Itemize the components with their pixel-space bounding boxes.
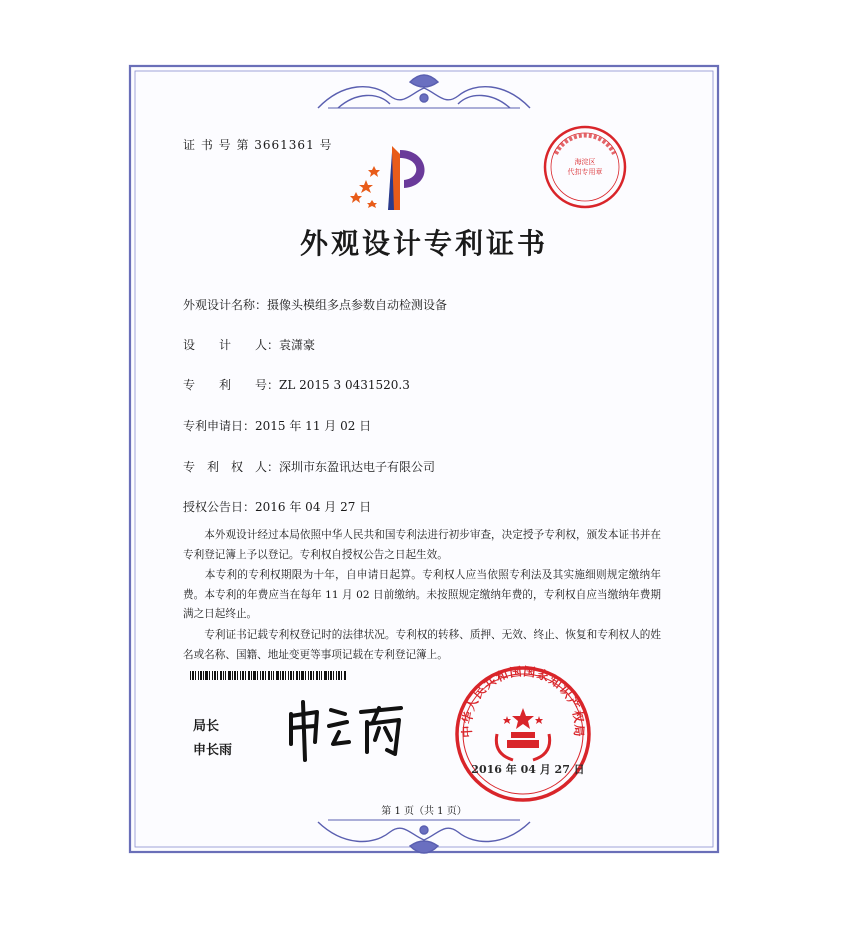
patentee-label: 专 利 权 人：	[183, 460, 280, 474]
designer-value: 袁潇豪	[279, 338, 316, 352]
national-ip-office-seal	[453, 664, 593, 804]
designer-label: 设 计 人：	[183, 338, 280, 352]
patent-number-value: ZL 2015 3 0431520.3	[279, 378, 410, 392]
application-date-label: 专利申请日：	[183, 419, 256, 433]
grant-date-row	[183, 498, 371, 515]
patent-number-row	[183, 376, 410, 393]
application-date-row	[183, 417, 371, 434]
director-title: 局长	[193, 719, 220, 734]
patentee-value: 深圳市东盈讯达电子有限公司	[279, 460, 436, 474]
certificate-number: 证 书 号 第 3661361 号	[183, 138, 333, 152]
svg-text:海淀区: 海淀区	[574, 158, 596, 166]
svg-text:代扣专用章: 代扣专用章	[567, 168, 603, 176]
design-name-value: 摄像头模组多点参数自动检测设备	[267, 298, 448, 312]
designer-row	[183, 336, 315, 353]
tax-office-seal	[542, 124, 628, 210]
grant-date-value: 2016 年 04 月 27 日	[255, 500, 372, 514]
design-name-row	[183, 296, 447, 313]
bottom-ornament	[318, 820, 530, 853]
certificate-title: 外观设计专利证书	[299, 227, 548, 260]
paragraph-grant-statement: 本外观设计经过本局依照中华人民共和国专利法进行初步审查，决定授予专利权，颁发本证书并在专利登记簿上予以登记。专利权自授权公告之日起生效。	[183, 529, 661, 561]
paragraph-legal-status: 专利证书记载专利权登记时的法律状况。专利权的转移、质押、无效、终止、恢复和专利权人的姓名或名称、国籍、地址变更等事项记载在专利登记簿上。	[183, 629, 661, 661]
barcode	[190, 671, 346, 680]
application-date-value: 2015 年 11 月 02 日	[255, 419, 372, 433]
top-ornament	[318, 75, 530, 108]
certificate-sheet	[128, 64, 720, 854]
grant-date-label: 授权公告日：	[183, 500, 256, 514]
patent-office-logo-icon	[348, 142, 438, 214]
seal-date: 2016 年 04 月 27 日	[471, 763, 585, 776]
page-number: 第 1 页（共 1 页）	[381, 806, 467, 817]
svg-text:中华人民共和国国家知识产权局: 中华人民共和国国家知识产权局	[459, 664, 587, 739]
director-name: 申长雨	[193, 743, 233, 758]
paragraph-term-and-fees: 本专利的专利权期限为十年，自申请日起算。专利权人应当依照专利法及其实施细则规定缴纳年费。本专利的年费应当在每年 11 月 02 日前缴纳。未按照规定缴纳年费的，专利权自应当缴纳年费期满之日起终止。	[183, 569, 661, 621]
patentee-row	[183, 458, 435, 475]
design-name-label: 外观设计名称：	[183, 298, 268, 312]
patent-number-label: 专 利 号：	[183, 378, 280, 392]
handwritten-signature	[283, 692, 413, 766]
